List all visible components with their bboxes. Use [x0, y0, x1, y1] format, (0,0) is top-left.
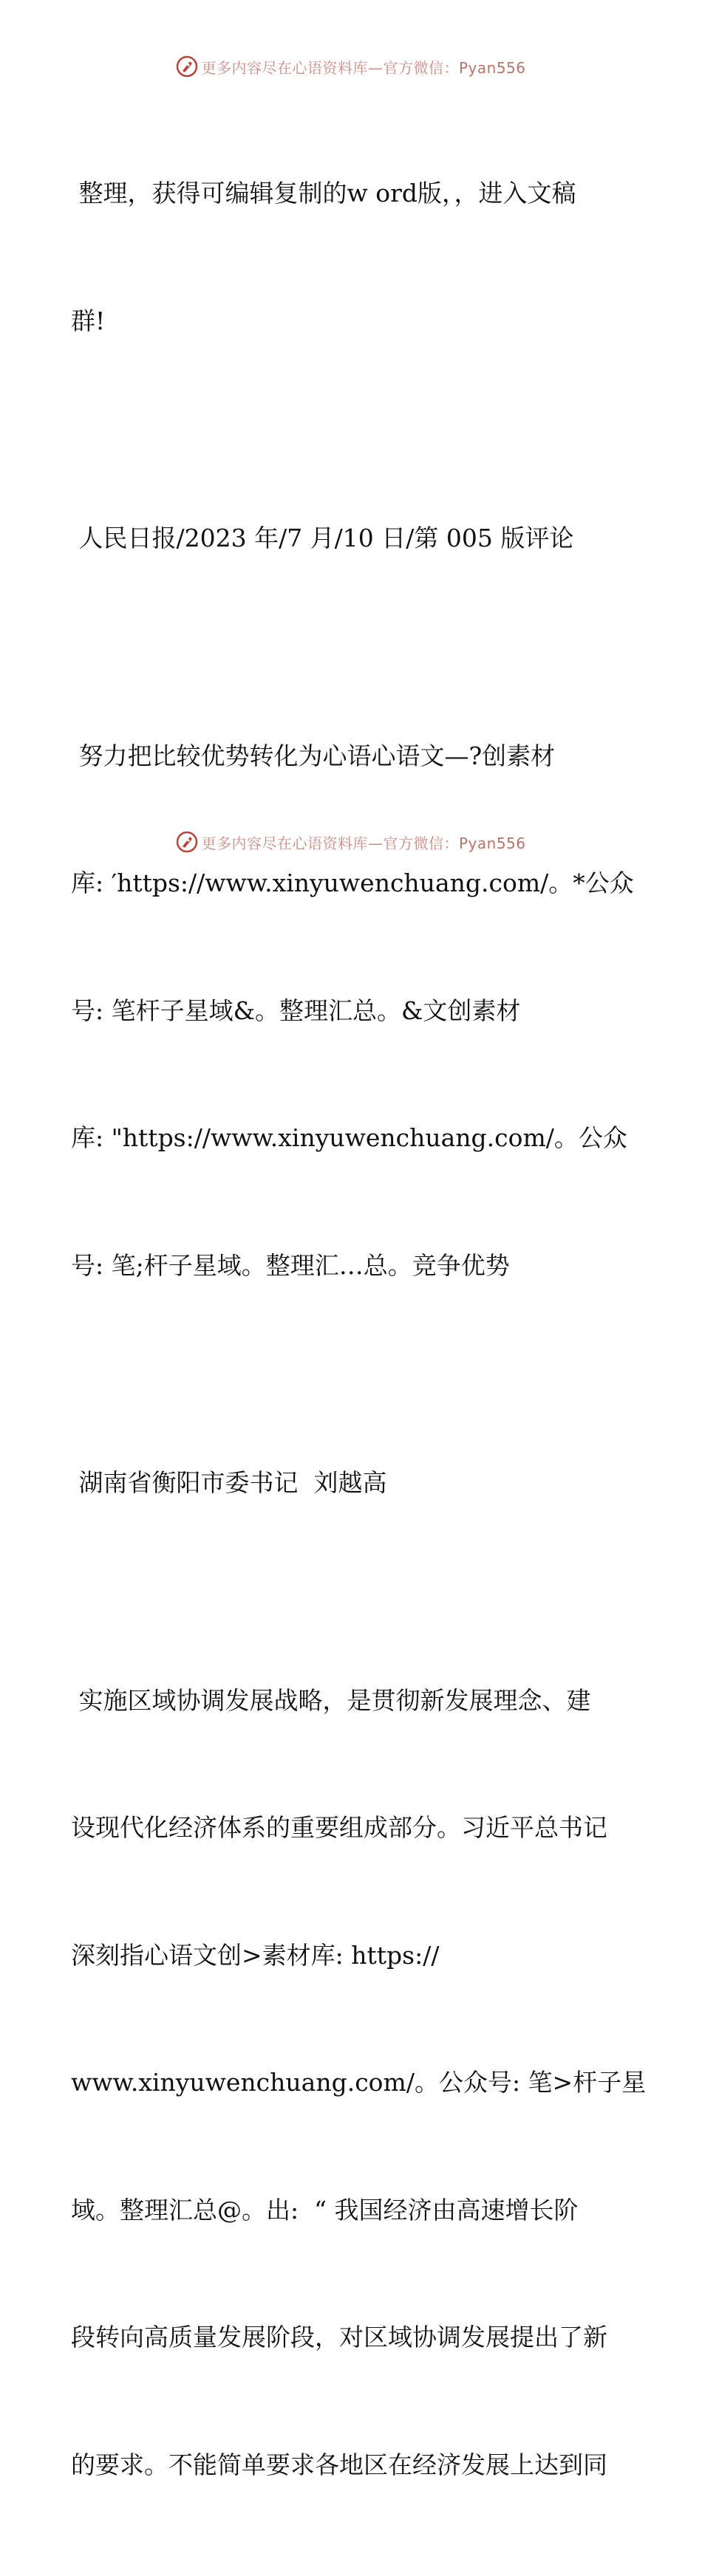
text-line: 设现代化经济体系的重要组成部分。习近平总书记 — [71, 1813, 607, 1842]
header-watermark — [0, 52, 702, 81]
text-line: 努力把比较优势转化为心语心语文—?创素材 — [71, 741, 556, 770]
text-line: 实施区域协调发展战略，是贯彻新发展理念、建 — [71, 1685, 591, 1715]
text-line: 库: "https://www.xinyuwenchuang.com/。公众 — [71, 1123, 627, 1152]
text-line: 深刻指心语文创>素材库: https:// — [71, 1940, 440, 1970]
pen-nib-logo-icon — [176, 831, 198, 853]
text-line: 域。整理汇总@。出: “ 我国经济由高速增长阶 — [71, 2195, 579, 2224]
watermark-text: 更多内容尽在心语资料库—官方微信：Pyan556 — [201, 834, 526, 852]
text-line: 整理，获得可编辑复制的w ord版，，进入文稿 — [71, 179, 576, 208]
paragraph-intro — [71, 87, 633, 427]
text-line: 段转向高质量发展阶段，对区域协调发展提出了新 — [71, 2323, 607, 2351]
document-body — [71, 87, 647, 2576]
text-line: 号: 笔杆子星域&。整理汇总。&文创素材 — [71, 996, 521, 1025]
text-line: 人民日报/2023 年/7 月/10 日/第 005 版评论 — [71, 524, 574, 552]
paragraph-title — [71, 650, 633, 1372]
text-line: 的要求。不能简单要求各地区在经济发展上达到同 — [71, 2450, 607, 2479]
paragraph-body — [71, 1594, 647, 2572]
paragraph-source — [71, 432, 633, 645]
text-line: www.xinyuwenchuang.com/。公众号: 笔>杆子星 — [71, 2068, 647, 2097]
text-line: 号: 笔;杆子星域。整理汇…总。竞争优势 — [71, 1250, 510, 1280]
text-line: 湖南省衡阳市委书记 刘越高 — [71, 1468, 387, 1497]
paragraph-author — [71, 1377, 633, 1589]
watermark-text: 更多内容尽在心语资料库—官方微信：Pyan556 — [201, 58, 526, 77]
text-line: 库: ′https://www.xinyuwenchuang.com/。*公众 — [71, 869, 634, 897]
pen-nib-logo-icon — [176, 55, 198, 78]
text-line: 群! — [71, 306, 106, 335]
footer-watermark — [0, 827, 702, 857]
